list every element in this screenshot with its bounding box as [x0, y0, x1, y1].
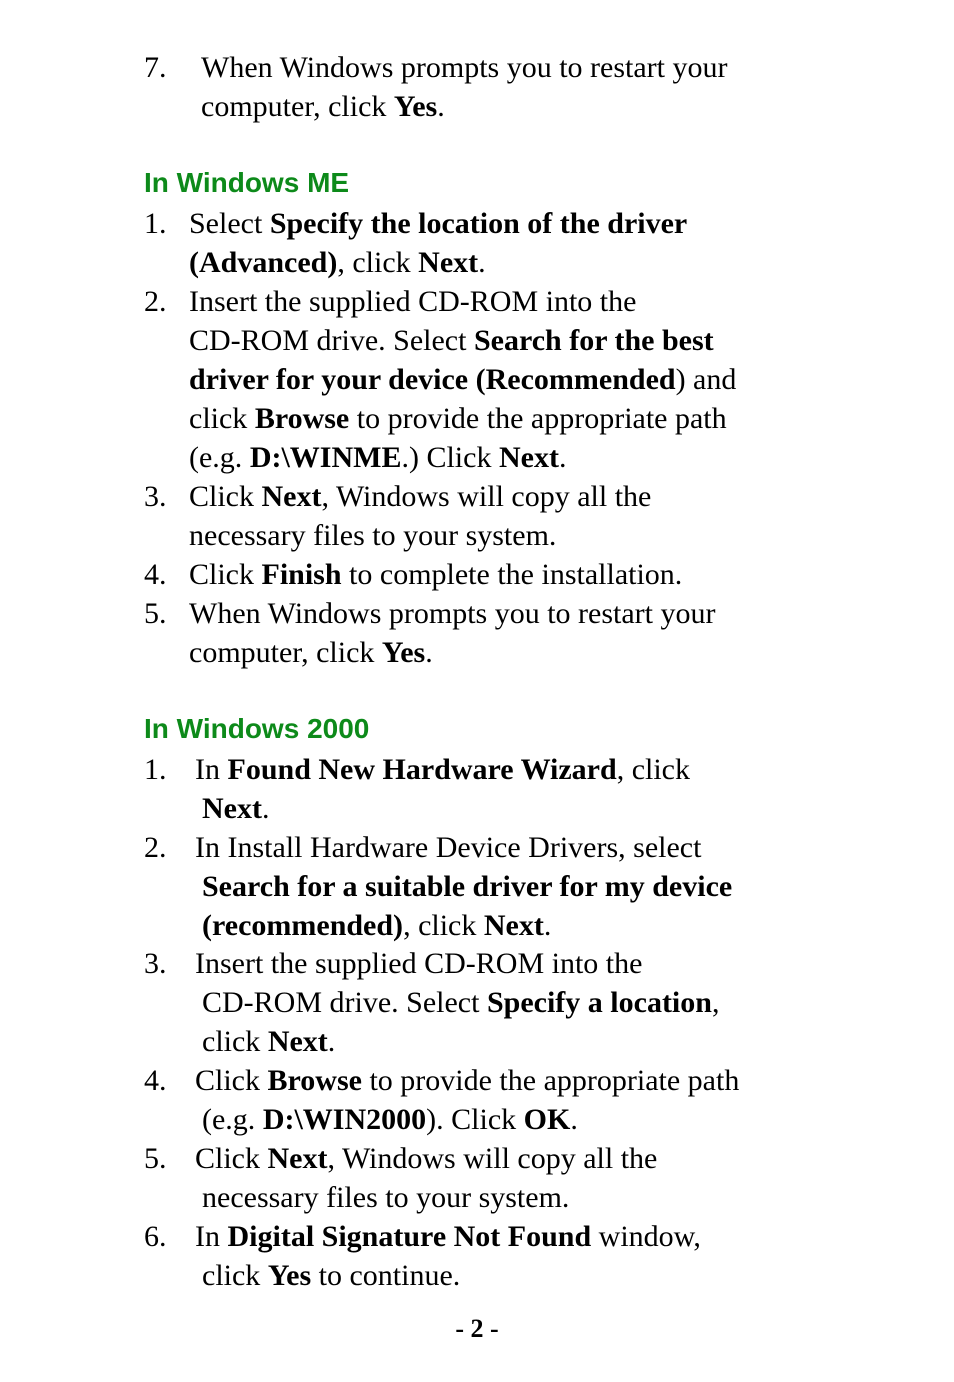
list-item-text [195, 750, 804, 828]
text-run: . [570, 1103, 578, 1136]
text-run: to continue. [311, 1259, 461, 1292]
text-run: Insert the supplied CD-ROM into the [195, 947, 643, 980]
text-line [189, 399, 804, 438]
list-item-number: 2. [144, 831, 167, 864]
bold-term: Found New Hardware Wizard [227, 753, 617, 786]
text-run: Click [189, 558, 262, 591]
text-run: In [195, 753, 228, 786]
bold-term: OK [523, 1103, 571, 1136]
text-run: computer, click [201, 90, 394, 123]
text-run: When Windows prompts you to restart your [189, 597, 716, 630]
text-run: window, [591, 1220, 701, 1253]
text-run: ). Click [426, 1103, 524, 1136]
list-item-number: 7. [144, 51, 167, 84]
text-run: Insert the supplied CD-ROM into the [189, 285, 637, 318]
list-item-text [189, 555, 804, 594]
bold-term: Next [261, 480, 322, 513]
text-line [195, 1061, 804, 1100]
list-item-2000-1 [144, 750, 804, 828]
text-run: . [437, 90, 445, 123]
text-line [189, 282, 804, 321]
text-line [195, 1217, 804, 1256]
list-item-me-2 [144, 282, 804, 477]
list-item-me-1 [144, 204, 804, 282]
bold-term: Next [498, 441, 559, 474]
text-run: , Windows will copy all the [327, 1142, 658, 1175]
bold-term: D:\WINME [249, 441, 402, 474]
text-line [201, 87, 804, 126]
list-item-text [189, 594, 804, 672]
section-heading-windows-2000: In Windows 2000 [144, 713, 370, 744]
text-run: . [558, 441, 567, 474]
list-item-2000-5 [144, 1139, 804, 1217]
text-line [189, 360, 804, 399]
list-item-me-3 [144, 477, 804, 555]
list-item-prev-7 [144, 48, 804, 126]
list-item-me-4 [144, 555, 804, 594]
bold-term: D:\WIN2000 [262, 1103, 427, 1136]
page-number: - 2 - [455, 1314, 499, 1343]
text-line [189, 633, 804, 672]
text-run: , click [403, 909, 484, 942]
text-line [195, 867, 804, 906]
text-line [195, 1139, 804, 1178]
text-run: In Install Hardware Device Drivers, select [195, 831, 702, 864]
bold-term: Next [483, 909, 544, 942]
text-line [195, 983, 804, 1022]
text-line [195, 1100, 804, 1139]
text-run: CD-ROM drive. Select [202, 986, 487, 1019]
text-run: , Windows will copy all the [321, 480, 652, 513]
bold-term: Finish [261, 558, 342, 591]
list-item-2000-2 [144, 828, 804, 945]
text-run: , click [337, 246, 419, 279]
bold-term: Browse [254, 402, 350, 435]
text-run: (e.g. [189, 441, 250, 474]
list-item-number: 5. [144, 597, 167, 630]
text-line [195, 789, 804, 828]
text-run: ) and [675, 363, 737, 396]
text-line [189, 321, 804, 360]
list-item-number: 5. [144, 1142, 167, 1175]
list-item-number: 3. [144, 480, 167, 513]
bold-term: Next [418, 246, 479, 279]
bold-term: Specify a location [486, 986, 712, 1019]
text-run: When Windows prompts you to restart your [201, 51, 728, 84]
text-run: . [543, 909, 552, 942]
text-line [195, 1178, 804, 1217]
text-line [189, 594, 804, 633]
bold-term: Search for a suitable driver for my device [202, 870, 733, 903]
bold-term: Yes [393, 90, 438, 123]
list-item-2000-3 [144, 944, 804, 1061]
text-run: . [327, 1025, 336, 1058]
bold-term: Digital Signature Not Found [227, 1220, 592, 1253]
text-run: to provide the appropriate path [361, 1064, 740, 1097]
text-line [195, 750, 804, 789]
bold-term: Specify the location of the driver [269, 207, 688, 240]
bold-term: (Advanced) [189, 246, 338, 279]
text-run: , click [616, 753, 690, 786]
text-line [195, 1022, 804, 1061]
list-item-text [195, 1139, 804, 1217]
text-run: click [202, 1259, 268, 1292]
text-run: Click [195, 1142, 268, 1175]
text-line [189, 243, 804, 282]
text-run: . [261, 792, 270, 825]
text-run: . [478, 246, 486, 279]
text-run: computer, click [189, 636, 382, 669]
bold-term: driver for your device (Recommended [189, 363, 676, 396]
text-run: to complete the installation. [341, 558, 683, 591]
list-item-number: 4. [144, 558, 167, 591]
text-line [189, 516, 804, 555]
text-run: . [425, 636, 433, 669]
list-item-number: 3. [144, 947, 167, 980]
bold-term: Yes [267, 1259, 312, 1292]
list-item-text [195, 828, 804, 945]
text-run: necessary files to your system. [189, 519, 557, 552]
bold-term: Browse [267, 1064, 362, 1097]
text-line [195, 906, 804, 945]
list-item-number: 1. [144, 207, 167, 240]
text-line [189, 438, 804, 477]
list-item-number: 1. [144, 753, 167, 786]
text-line [189, 477, 804, 516]
text-run: click [189, 402, 255, 435]
text-run: click [202, 1025, 268, 1058]
list-item-text [189, 477, 804, 555]
text-line [195, 828, 804, 867]
list-item-text [189, 204, 804, 282]
section-heading-windows-me: In Windows ME [144, 167, 350, 198]
list-item-2000-6 [144, 1217, 804, 1295]
list-item-number: 4. [144, 1064, 167, 1097]
list-item-2000-4 [144, 1061, 804, 1139]
text-run: necessary files to your system. [202, 1181, 570, 1214]
text-line [189, 555, 804, 594]
text-run: , [711, 986, 720, 1019]
list-item-number: 6. [144, 1220, 167, 1253]
bold-term: Next [267, 1025, 328, 1058]
bold-term: Yes [381, 636, 426, 669]
list-item-text [201, 48, 804, 126]
text-line [201, 48, 804, 87]
list-item-number: 2. [144, 285, 167, 318]
list-item-text [189, 282, 804, 477]
text-run: Select [189, 207, 270, 240]
text-run: to provide the appropriate path [349, 402, 727, 435]
bold-term: Next [267, 1142, 328, 1175]
text-line [189, 204, 804, 243]
bold-term: Search for the best [473, 324, 714, 357]
text-line [195, 944, 804, 983]
text-run: .) Click [401, 441, 499, 474]
text-run: (e.g. [202, 1103, 263, 1136]
text-run: In [195, 1220, 228, 1253]
text-run: Click [195, 1064, 268, 1097]
list-item-me-5 [144, 594, 804, 672]
text-run: Click [189, 480, 262, 513]
bold-term: Next [202, 792, 262, 825]
text-line [195, 1256, 804, 1295]
bold-term: (recommended) [202, 909, 404, 942]
text-run: CD-ROM drive. Select [189, 324, 474, 357]
list-item-text [195, 1217, 804, 1295]
list-item-text [195, 944, 804, 1061]
list-item-text [195, 1061, 804, 1139]
